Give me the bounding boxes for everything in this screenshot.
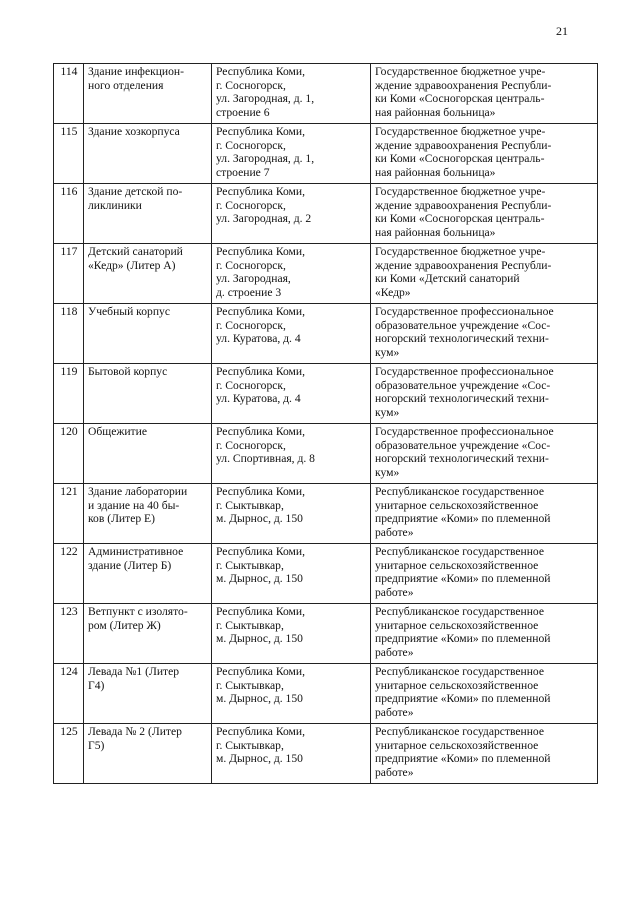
address-cell [212,544,371,604]
object-name-cell [84,124,212,184]
organization-line: Республиканское государственное [375,485,545,498]
object-name-line: Здание инфекцион- [88,65,184,78]
organization-cell [371,664,598,724]
table-row [54,604,598,664]
row-number: 125 [54,724,84,784]
address-line: г. Сыктывкар, [216,738,284,752]
address-line: Республика Коми, [216,305,305,318]
organization-line: ногорский технологический техни- [375,452,549,466]
organization-line: предприятие «Коми» по племенной [375,572,551,586]
object-name-line: и здание на 40 бы- [88,498,180,512]
address-line: г. Сыктывкар, [216,558,284,572]
organization-line: Государственное бюджетное учре- [375,185,546,198]
object-name-line: Детский санаторий [88,245,183,258]
organization-cell [371,544,598,604]
organization-line: кум» [375,405,400,419]
organization-line: ждение здравоохранения Республи- [375,138,552,152]
object-name-cell [84,604,212,664]
row-number: 122 [54,544,84,604]
address-line: Республика Коми, [216,65,305,78]
organization-line: Государственное профессиональное [375,425,554,438]
address-line: ул. Куратова, д. 4 [216,392,301,406]
organization-line: работе» [375,705,414,719]
address-line: Республика Коми, [216,605,305,618]
object-name-cell [84,424,212,484]
table-row [54,724,598,784]
address-line: г. Сосногорск, [216,378,286,392]
organization-line: ная районная больница» [375,165,496,179]
organization-line: работе» [375,645,414,659]
organization-line: унитарное сельскохозяйственное [375,678,539,692]
address-line: м. Дырнос, д. 150 [216,572,303,586]
row-number: 115 [54,124,84,184]
organization-line: ногорский технологический техни- [375,392,549,406]
object-name-line: здание (Литер Б) [88,558,172,572]
address-cell [212,304,371,364]
table-row [54,544,598,604]
object-name-line: Общежитие [88,425,147,438]
object-name-cell [84,304,212,364]
row-number: 121 [54,484,84,544]
address-line: ул. Загородная, д. 2 [216,212,312,226]
address-line: Республика Коми, [216,485,305,498]
row-number: 118 [54,304,84,364]
organization-line: ная районная больница» [375,105,496,119]
organization-line: Государственное бюджетное учре- [375,245,546,258]
object-name-cell [84,724,212,784]
address-cell [212,484,371,544]
organization-line: унитарное сельскохозяйственное [375,738,539,752]
object-name-line: Левада № 2 (Литер [88,725,182,738]
table-row [54,184,598,244]
address-line: Республика Коми, [216,245,305,258]
organization-cell [371,364,598,424]
address-line: Республика Коми, [216,425,305,438]
organization-line: предприятие «Коми» по племенной [375,752,551,766]
organization-line: «Кедр» [375,285,411,299]
address-line: м. Дырнос, д. 150 [216,632,303,646]
address-cell [212,64,371,124]
address-line: Республика Коми, [216,665,305,678]
table-row [54,64,598,124]
address-line: Республика Коми, [216,365,305,378]
organization-line: ки Коми «Сосногорская централь- [375,152,545,166]
object-name-line: ром (Литер Ж) [88,618,161,632]
organization-line: образовательное учреждение «Сос- [375,438,551,452]
organization-cell [371,124,598,184]
organization-line: Республиканское государственное [375,665,545,678]
address-line: Республика Коми, [216,545,305,558]
object-name-line: Г4) [88,678,105,692]
address-cell [212,244,371,304]
object-name-line: ликлиники [88,198,142,212]
address-line: строение 6 [216,105,270,119]
organization-line: работе» [375,585,414,599]
organization-line: работе» [375,765,414,779]
organization-line: предприятие «Коми» по племенной [375,692,551,706]
object-name-line: Административное [88,545,184,558]
address-cell [212,364,371,424]
address-cell [212,424,371,484]
page-number: 21 [556,24,568,38]
table-row [54,244,598,304]
address-line: г. Сыктывкар, [216,498,284,512]
address-line: д. строение 3 [216,285,282,299]
address-line: г. Сосногорск, [216,438,286,452]
organization-line: кум» [375,465,400,479]
address-line: г. Сосногорск, [216,78,286,92]
row-number: 120 [54,424,84,484]
object-name-line: Учебный корпус [88,305,170,318]
address-cell [212,664,371,724]
address-line: м. Дырнос, д. 150 [216,692,303,706]
object-name-cell [84,244,212,304]
property-table-body [54,64,598,784]
organization-cell [371,724,598,784]
organization-line: Государственное бюджетное учре- [375,125,546,138]
row-number: 119 [54,364,84,424]
organization-line: унитарное сельскохозяйственное [375,618,539,632]
organization-cell [371,244,598,304]
organization-line: ная районная больница» [375,225,496,239]
organization-cell [371,484,598,544]
row-number: 116 [54,184,84,244]
organization-line: ждение здравоохранения Республи- [375,78,552,92]
organization-line: работе» [375,525,414,539]
organization-line: унитарное сельскохозяйственное [375,498,539,512]
organization-cell [371,304,598,364]
object-name-line: Ветпункт с изолято- [88,605,188,618]
organization-line: унитарное сельскохозяйственное [375,558,539,572]
object-name-line: «Кедр» (Литер А) [88,258,176,272]
organization-line: ки Коми «Сосногорская централь- [375,212,545,226]
address-line: г. Сосногорск, [216,318,286,332]
object-name-line: Бытовой корпус [88,365,168,378]
organization-line: предприятие «Коми» по племенной [375,512,551,526]
address-line: Республика Коми, [216,125,305,138]
organization-line: ногорский технологический техни- [375,332,549,346]
property-table [53,63,598,784]
organization-cell [371,424,598,484]
organization-line: образовательное учреждение «Сос- [375,378,551,392]
table-row [54,484,598,544]
organization-line: ждение здравоохранения Республи- [375,258,552,272]
address-line: г. Сыктывкар, [216,618,284,632]
object-name-line: Левада №1 (Литер [88,665,180,678]
table-row [54,304,598,364]
organization-cell [371,604,598,664]
organization-cell [371,64,598,124]
table-row [54,364,598,424]
address-line: м. Дырнос, д. 150 [216,752,303,766]
address-line: Республика Коми, [216,725,305,738]
organization-line: кум» [375,345,400,359]
organization-line: Государственное бюджетное учре- [375,65,546,78]
address-line: г. Сосногорск, [216,138,286,152]
object-name-cell [84,364,212,424]
address-line: ул. Загородная, [216,272,291,286]
table-row [54,664,598,724]
object-name-line: Здание хозкорпуса [88,125,180,138]
address-cell [212,124,371,184]
address-cell [212,184,371,244]
table-row [54,424,598,484]
address-line: ул. Загородная, д. 1, [216,152,315,166]
object-name-line: ков (Литер Е) [88,512,155,526]
row-number: 123 [54,604,84,664]
organization-line: ки Коми «Сосногорская централь- [375,92,545,106]
object-name-cell [84,544,212,604]
row-number: 124 [54,664,84,724]
object-name-cell [84,484,212,544]
address-line: г. Сыктывкар, [216,678,284,692]
organization-line: предприятие «Коми» по племенной [375,632,551,646]
row-number: 114 [54,64,84,124]
address-line: ул. Куратова, д. 4 [216,332,301,346]
address-line: м. Дырнос, д. 150 [216,512,303,526]
address-line: г. Сосногорск, [216,198,286,212]
organization-line: Республиканское государственное [375,545,545,558]
object-name-cell [84,664,212,724]
object-name-cell [84,184,212,244]
object-name-cell [84,64,212,124]
address-cell [212,724,371,784]
organization-line: Государственное профессиональное [375,365,554,378]
address-line: Республика Коми, [216,185,305,198]
organization-line: Государственное профессиональное [375,305,554,318]
object-name-line: Здание лаборатории [88,485,188,498]
table-row [54,124,598,184]
address-line: г. Сосногорск, [216,258,286,272]
organization-line: ки Коми «Детский санаторий [375,272,520,286]
organization-line: ждение здравоохранения Республи- [375,198,552,212]
row-number: 117 [54,244,84,304]
address-cell [212,604,371,664]
organization-line: образовательное учреждение «Сос- [375,318,551,332]
organization-line: Республиканское государственное [375,725,545,738]
organization-cell [371,184,598,244]
address-line: строение 7 [216,165,270,179]
object-name-line: ного отделения [88,78,164,92]
object-name-line: Здание детской по- [88,185,183,198]
object-name-line: Г5) [88,738,105,752]
address-line: ул. Загородная, д. 1, [216,92,315,106]
address-line: ул. Спортивная, д. 8 [216,452,315,466]
organization-line: Республиканское государственное [375,605,545,618]
